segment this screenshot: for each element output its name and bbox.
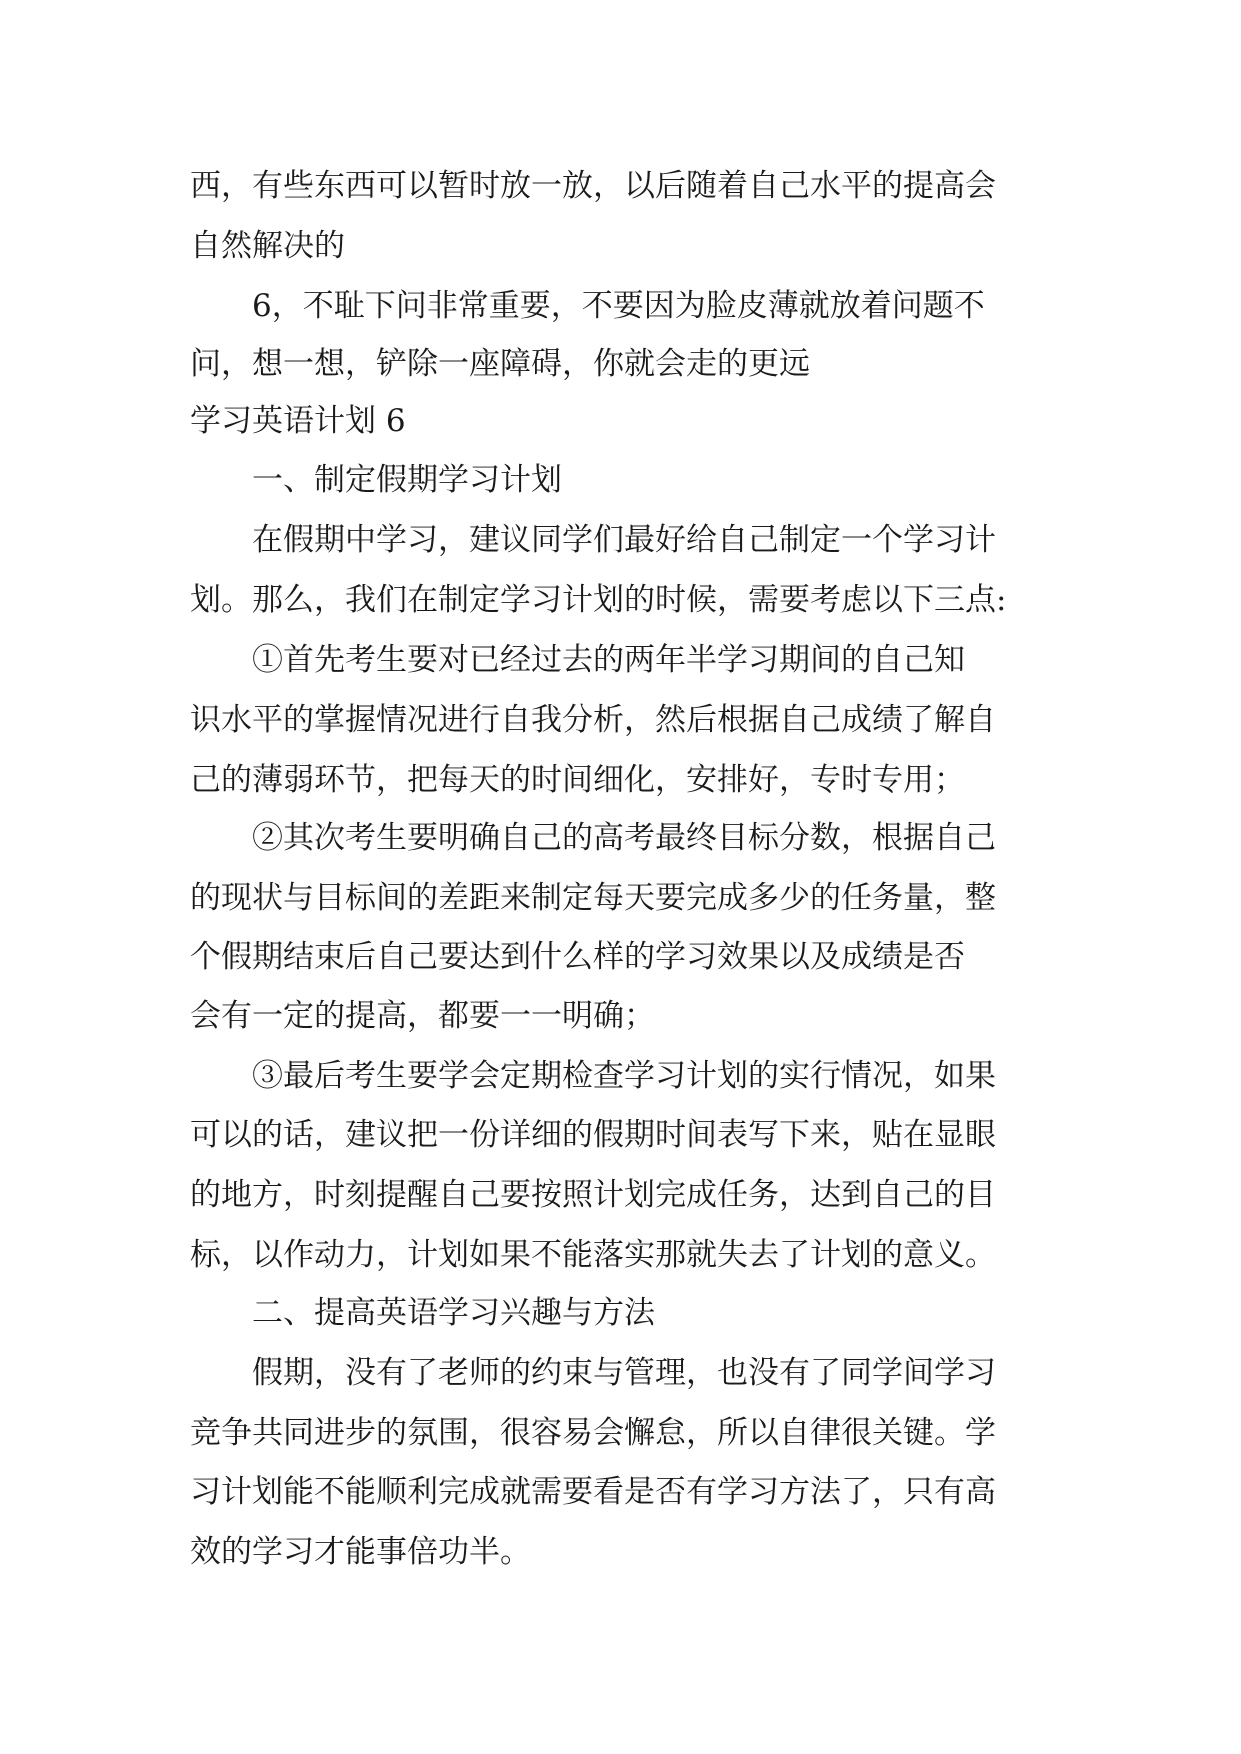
text-line: 竞争共同进步的氛围，很容易会懈怠，所以自律很关键。学 [190,1415,996,1451]
text-line: 划。那么，我们在制定学习计划的时候，需要考虑以下三点: [190,582,1007,618]
text-line: 习计划能不能顺利完成就需要看是否有学习方法了，只有高 [190,1474,996,1510]
text-line: 己的薄弱环节，把每天的时间细化，安排好，专时专用； [190,762,965,798]
text-line: ①首先考生要对已经过去的两年半学习期间的自己知 [252,642,965,678]
text-line: 的地方，时刻提醒自己要按照计划完成任务，达到自己的目 [190,1177,996,1213]
text-line: 6，不耻下问非常重要，不要因为脸皮薄就放着问题不 [252,288,985,324]
text-line: ③最后考生要学会定期检查学习计划的实行情况，如果 [252,1058,996,1094]
text-line: 在假期中学习，建议同学们最好给自己制定一个学习计 [252,522,996,558]
subsection-heading: 一、制定假期学习计划 [252,462,562,498]
text-line: 假期，没有了老师的约束与管理，也没有了同学间学习 [252,1355,996,1391]
text-line: 问，想一想，铲除一座障碍，你就会走的更远 [190,346,810,382]
text-line: 效的学习才能事倍功半。 [190,1534,531,1570]
text-line: 西，有些东西可以暂时放一放，以后随着自己水平的提高会 [190,168,996,204]
subsection-heading: 二、提高英语学习兴趣与方法 [252,1295,655,1331]
text-line: 自然解决的 [190,228,345,264]
text-line: 可以的话，建议把一份详细的假期时间表写下来，贴在显眼 [190,1117,996,1153]
text-line: 的现状与目标间的差距来制定每天要完成多少的任务量，整 [190,880,996,916]
text-line: 会有一定的提高，都要一一明确； [190,998,655,1034]
text-line: 标，以作动力，计划如果不能落实那就失去了计划的意义。 [190,1237,996,1273]
text-line: ②其次考生要明确自己的高考最终目标分数，根据自己 [252,820,996,856]
section-heading: 学习英语计划 6 [190,403,406,439]
text-line: 个假期结束后自己要达到什么样的学习效果以及成绩是否 [190,939,965,975]
text-line: 识水平的掌握情况进行自我分析，然后根据自己成绩了解自 [190,702,996,738]
